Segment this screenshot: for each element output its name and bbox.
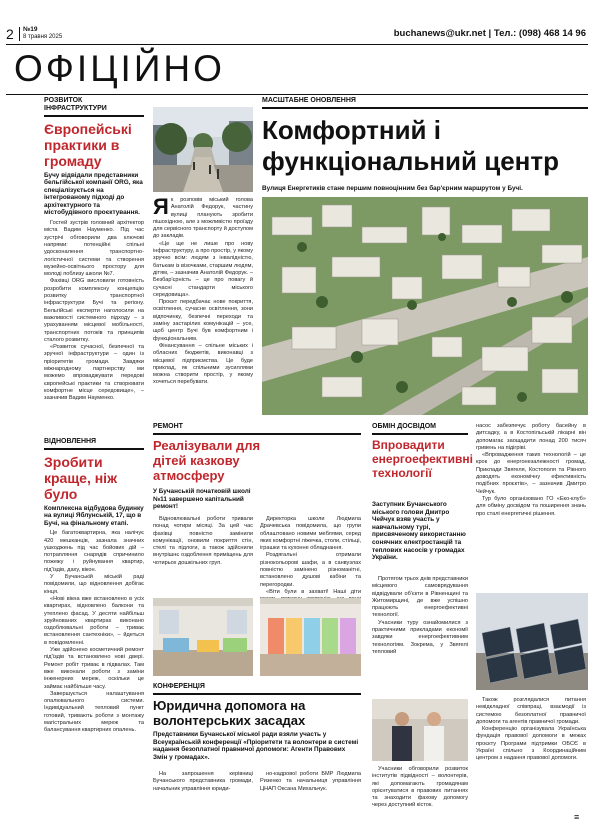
paragraph: Відновлювальні роботи тривали понад чотири місяці. За цей час фахівці повністю замінили комунікації, оновили покриття стін, стелі та підлоги, а також здійснили внутрішнє оздоблення приміщень для чотирьох дошкільних груп. bbox=[153, 516, 253, 566]
aerial-render-photo bbox=[262, 197, 588, 415]
energy-kicker-rule bbox=[372, 433, 468, 435]
conf-bottom-left bbox=[372, 766, 468, 810]
conf-body-col1 bbox=[153, 771, 253, 793]
remont-kicker: РЕМОНТ bbox=[153, 423, 183, 430]
paragraph: Конференцію організувала Українська фундація правової допомоги в межах проєкту Програми підтримки ОБСЄ в Україні спільно з Координаційним центром з надання правової допомоги. bbox=[476, 726, 586, 762]
paragraph: Фахівці ORG висловили готовність розробити комплексну концепцію розвитку транспортної інфраструктури Бучі та регіону. Бельгійські експерти наголосили на важливості системного підходу – з урахуванням місцевої мобільності, транспортних потоків та принципів сталого розвитку. bbox=[44, 278, 144, 343]
paragraph: Як розповів міський голова Анатолій Федорук, частину вулиці планують зробити пішохідною, але з можливістю проїзду для сервісного транспорту й доступом до закладів. bbox=[153, 194, 253, 240]
issue-number: №19 bbox=[23, 26, 38, 33]
paragraph: но-кадрової роботи БМР Людмила Ризенко та начальниця управління ЦНАП Оксана Михальчук. bbox=[260, 771, 361, 792]
left-bottom-article bbox=[44, 438, 144, 735]
conf-kicker: КОНФЕРЕНЦІЯ bbox=[153, 683, 205, 690]
energy-kicker: ОБМІН ДОСВІДОМ bbox=[372, 423, 437, 430]
paragraph: Також розглядалися питання невідкладної співпраці, взаємодії із системою безоплатної правничої допомоги та агентів правничої громади. bbox=[476, 697, 586, 725]
paragraph: На запрошення керівниці Бучанського представника громади, начальник управління юриди- bbox=[153, 771, 253, 792]
conf-title: Юридична допомога на волонтерських засадах bbox=[153, 698, 306, 728]
header-divider-v bbox=[19, 27, 20, 41]
paragraph: «Віти були в захваті! Наші діти bbox=[266, 588, 361, 595]
main-body bbox=[153, 194, 253, 387]
issue-date: 8 травня 2025 bbox=[23, 34, 63, 40]
conf-bottom-right bbox=[476, 697, 586, 763]
remont-kicker-rule bbox=[153, 433, 361, 435]
left-top-lead: Бучу відвідали представники бельгійської компанії ORG, яка спеціалізується на інтегрованому підході до архітектурного та містобудівного проєктування. bbox=[44, 171, 143, 217]
paragraph: «Впровадження таких технологій – це крок до енергонезалежності громад. Приклади Звягеля, Костополя та Рівного доводять економічну ефективність подібних проєктів», – зазначив Дмитро Чейчук. bbox=[476, 452, 586, 495]
officials-photo-art bbox=[372, 699, 468, 761]
paragraph: Тур було організовано ГО «Еко-клуб» для обміну досвідом та поширення знань про сталі енергетичні рішення. bbox=[476, 495, 586, 517]
paragraph: «Нові вікна вже встановлено в усіх квартирах, відновлено балкони та утеплено фасад. У десяти найбільш зруйнованих квартирах виконано оздоблювальні роботи – триває встановлення сантехніки», – йдеться в повідомленні. bbox=[44, 595, 144, 646]
paragraph: Уже здійснено косметичний ремонт під'їздів та встановлено нові двері. Ремонт робіт триває в підвалах. Там вже виконали роботи з заміни інженерних мереж, оскільки це займає найбільше часу. bbox=[44, 647, 144, 690]
paragraph: Завершується налаштування опалювального системи. Індивідуальний тепловий пункт готовий, тривають роботи з монтажу магістральних мереж та балансування квартирних опалень. bbox=[44, 690, 144, 734]
paragraph: «Це ще не лише про нову інфраструктуру, а про простір, у якому зручно всім: людям з інвалідністю, батькам із візочками, старшим людям, дітям, – зазначив Анатолій Федорук. – Безбар'єрність – це про повагу й сучасні стандарти міського середовища». bbox=[153, 240, 253, 298]
paragraph: Учасники туру ознайомилися з практичними прикладами економії завдяки енергоефективним технологіям. Зокрема, у Звягелі тепловий bbox=[372, 619, 468, 655]
left-bottom-body bbox=[44, 530, 144, 734]
end-mark: ≡ bbox=[574, 812, 580, 822]
conf-kicker-rule bbox=[153, 693, 361, 695]
kindergarten-photo-1 bbox=[153, 598, 253, 676]
energy-body bbox=[372, 576, 468, 656]
kindergarten-photo-1-art bbox=[153, 598, 253, 676]
main-title-line1: Комфортний і bbox=[262, 115, 441, 145]
left-top-title: Європейські практики в громаду bbox=[44, 120, 132, 169]
paragraph: Це багатоквартирна, яка налічує 420 мешканців, зазнала значних ушкоджень під час бойових дій – потрапляння снарядів спричинило пожежу і руйнування квартир, під'їздів, даху, вікон. bbox=[44, 530, 144, 573]
solar-panel-art bbox=[476, 593, 588, 690]
paragraph: «Розвиток сучасної, безпечної та зручної інфраструктури – один із пріоритетів громади. Завдяки міжнародному партнерству ми можемо впроваджувати передові європейські практики та створювати комфортне місце середовище», – зазначив Вадим Науменко. bbox=[44, 344, 144, 402]
paragraph: насос забезпечує роботу басейну в дитсадку, а в Костопільській лікарні він допомагає заощадити понад 200 тисяч гривень на підігріві. bbox=[476, 423, 586, 451]
left-top-kicker: РОЗВИТОК ІНФРАСТРУКТУРИ bbox=[44, 97, 107, 112]
header-rule bbox=[6, 44, 588, 45]
paragraph: Гостей зустрів головний архітектор міста Вадим Науменко. Під час зустрічі обговорили два ключові напрями: потенційні спільні удосконалення транспортно-логістичної системи та створення музейно-освітнього простору для молоді поблизу школи №7. bbox=[44, 220, 144, 278]
paragraph: Директорка школи Людмила Драчевська повідомила, що групи облаштовано новими меблями, серед яких комфортні ліжечка, столи, стільці, іграшки та кухонне обладнання. bbox=[260, 516, 362, 552]
kindergarten-photo-2-art bbox=[260, 598, 361, 676]
section-title: ОФІЦІЙНО bbox=[14, 48, 225, 89]
conf-body-col2 bbox=[260, 771, 361, 793]
remont-lead: У Бучанській початковій школі №11 завершено капітальний ремонт! bbox=[153, 488, 251, 511]
main-kicker-rule bbox=[262, 107, 588, 109]
solar-panel-photo bbox=[476, 593, 588, 690]
energy-lead: Заступник Бучанського міського голови Дмитро Чейчук взяв участь у навчальному турі, присвяченому використанню сонячних електростанцій та теплових насосів у громадах України. bbox=[372, 501, 466, 562]
main-kicker: МАСШТАБНЕ ОНОВЛЕННЯ bbox=[262, 97, 356, 104]
conf-lead: Представники Бучанської міської ради взяли участь у Всеукраїнській конференції «Пріоритети та волонтери в системі надання безоплатної правничої допомоги: Агенти Правових Змін у громадах». bbox=[153, 731, 359, 761]
left-bottom-kicker: ВІДНОВЛЕННЯ bbox=[44, 438, 97, 445]
left-bottom-title: Зробити краще, ніж було bbox=[44, 453, 117, 502]
energy-right-col bbox=[476, 423, 586, 518]
header-contacts: buchanews@ukr.net | Тел.: (098) 468 14 96 bbox=[393, 28, 586, 39]
dropcap: Я bbox=[153, 194, 169, 219]
paragraph: Протягом трьох днів представники місцевого самоврядування відвідували об'єкти в Рівненщині та Житомирщині, де вже успішно працюють енергоефективні технології. bbox=[372, 576, 468, 619]
left-top-article bbox=[44, 97, 144, 402]
officials-photo bbox=[372, 699, 468, 761]
main-title-line2: функціональний центр bbox=[262, 146, 559, 176]
kicker-rule bbox=[44, 448, 144, 450]
paragraph: Фінансування – спільне міських і обласних бюджетів, виконавці з місцевої підприємства. Це буде приклад, як спільними зусиллями можна створити простір, у якому хочеться перебувати. bbox=[153, 342, 253, 386]
section-title-underline bbox=[6, 94, 588, 95]
aerial-render-art bbox=[262, 197, 588, 415]
street-photo-art bbox=[153, 107, 253, 192]
page-number: 2 bbox=[6, 26, 14, 42]
paragraph: Учасники обговорили розвиток інститутів підвідності – волонтерів, які допомагають громадянам орієнтуватися в правових питаннях та знаходити фахову допомогу через доступний кісток. bbox=[372, 766, 468, 809]
paragraph: У Бучанській міській раді повідомили, що відновлення добігає кінця. bbox=[44, 574, 144, 595]
left-bottom-lead: Комплексна відбудова будинку на вулиці Яблунській, 17, що в Бучі, на фінальному етапі. bbox=[44, 504, 144, 527]
main-lead: Вулиця Енергетиків стане першим повноцінним без бар'єрним маршрутом у Бучі. bbox=[262, 185, 523, 192]
street-photo bbox=[153, 107, 253, 192]
kindergarten-photo-2 bbox=[260, 598, 361, 676]
energy-title: Впровадити енергоефективні технології bbox=[372, 438, 474, 480]
paragraph: Проєкт передбачає нове покриття, освітлення, сучасне освітлення, зони відпочинку, безпечні переходи та заміну застарілих комунікацій – усе, щоб центр Бучі був комфортним і функціональним. bbox=[153, 299, 253, 342]
kicker-rule bbox=[44, 115, 144, 117]
paragraph: Роздягальні отримали різнокольорові шафи, а в санвузлах повністю замінено різноманітні, встановлено душові кабіни та перегородки. bbox=[260, 552, 361, 588]
remont-body-col1 bbox=[153, 516, 253, 567]
left-top-body bbox=[44, 220, 144, 402]
remont-title: Реалізували для дітей казкову атмосферу bbox=[153, 438, 261, 483]
